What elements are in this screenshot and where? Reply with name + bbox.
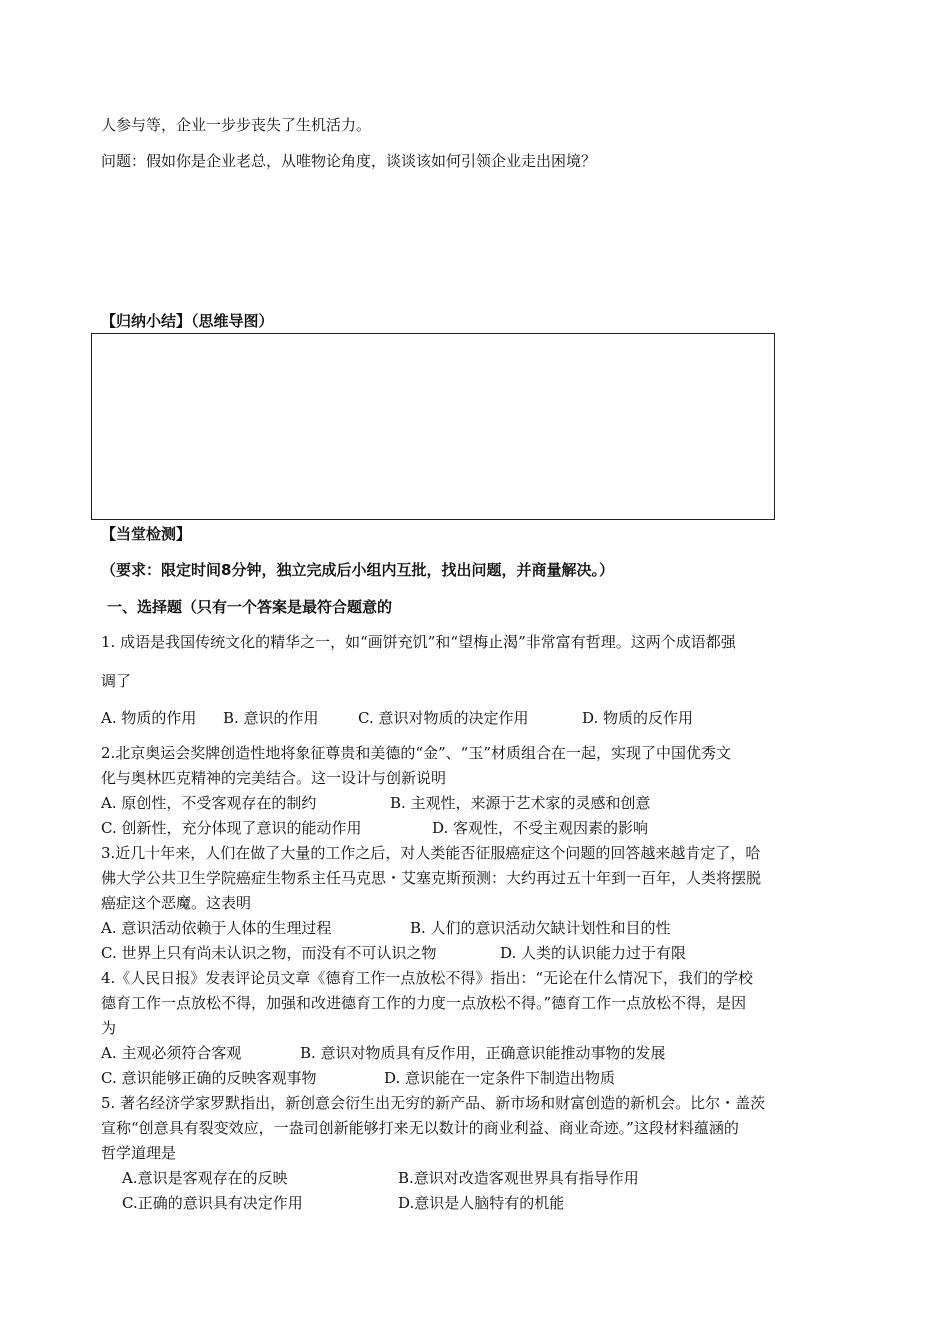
question-2-option-d[interactable]: D. 客观性，不受主观因素的影响 xyxy=(432,819,649,837)
question-3-option-d[interactable]: D. 人类的认识能力过于有限 xyxy=(500,944,687,962)
question-4-option-d[interactable]: D. 意识能在一定条件下制造出物质 xyxy=(384,1069,616,1087)
question-2-option-a[interactable]: A. 原创性，不受客观存在的制约 xyxy=(101,794,317,812)
question-3-line-1: 3.近几十年来，人们在做了大量的工作之后，对人类能否征服癌症这个问题的回答越来越肯定了，哈 xyxy=(101,844,761,862)
question-2-option-b[interactable]: B. 主观性，来源于艺术家的灵感和创意 xyxy=(390,794,651,812)
question-2-line-2: 化与奥林匹克精神的完美结合。这一设计与创新说明 xyxy=(101,769,447,787)
question-4-line-2: 德育工作一点放松不得，加强和改进德育工作的力度一点放松不得。”德育工作一点放松不得，是因 xyxy=(101,994,747,1012)
question-3-line-2: 佛大学公共卫生学院癌症生物系主任马克思・艾塞克斯预测：大约再过五十年到一百年，人类将摆脱 xyxy=(101,869,762,887)
question-4-line-3: 为 xyxy=(101,1019,117,1037)
question-5-line-1: 5. 著名经济学家罗默指出，新创意会衍生出无穷的新产品、新市场和财富创造的新机会。比尔・盖茨 xyxy=(101,1094,766,1112)
question-3-option-b[interactable]: B. 人们的意识活动欠缺计划性和目的性 xyxy=(410,919,671,937)
question-1-line-1: 1. 成语是我国传统文化的精华之一，如“画饼充饥”和“望梅止渴”非常富有哲理。这两个成语都强 xyxy=(101,633,736,651)
test-requirement: （要求：限定时间8分钟，独立完成后小组内互批，找出问题，并商量解决。） xyxy=(101,561,614,579)
question-5-option-a[interactable]: A.意识是客观存在的反映 xyxy=(122,1169,288,1187)
section-title: 一、选择题（只有一个答案是最符合题意的 xyxy=(107,598,393,616)
question-1-line-2: 调了 xyxy=(101,672,132,690)
question-1-option-c[interactable]: C. 意识对物质的决定作用 xyxy=(358,709,529,727)
question-5-option-c[interactable]: C.正确的意识具有决定作用 xyxy=(122,1194,303,1212)
question-3-line-3: 癌症这个恶魔。这表明 xyxy=(101,894,252,912)
question-3-option-a[interactable]: A. 意识活动依赖于人体的生理过程 xyxy=(101,919,332,937)
question-4-option-b[interactable]: B. 意识对物质具有反作用，正确意识能推动事物的发展 xyxy=(300,1044,666,1062)
intro-question: 问题：假如你是企业老总，从唯物论角度，谈谈该如何引领企业走出困境？ xyxy=(101,152,597,170)
question-1-option-a[interactable]: A. 物质的作用 xyxy=(101,709,197,727)
intro-text: 人参与等，企业一步步丧失了生机活力。 xyxy=(101,116,372,134)
question-5-line-2: 宣称“创意具有裂变效应，一盎司创新能够打来无以数计的商业利益、商业奇迹。”这段材料蕴涵的 xyxy=(101,1119,739,1137)
question-3-option-c[interactable]: C. 世界上只有尚未认识之物，而没有不可认识之物 xyxy=(101,944,437,962)
test-heading: 【当堂检测】 xyxy=(101,525,192,543)
question-1-option-d[interactable]: D. 物质的反作用 xyxy=(582,709,694,727)
question-5-option-b[interactable]: B.意识对改造客观世界具有指导作用 xyxy=(398,1169,639,1187)
question-5-line-3: 哲学道理是 xyxy=(101,1144,177,1162)
question-4-line-1: 4.《人民日报》发表评论员文章《德育工作一点放松不得》指出：“无论在什么情况下，我们的学校 xyxy=(101,969,753,987)
summary-heading: 【归纳小结】（思维导图） xyxy=(101,312,274,330)
question-5-option-d[interactable]: D.意识是人脑特有的机能 xyxy=(398,1194,565,1212)
question-2-line-1: 2.北京奥运会奖牌创造性地将象征尊贵和美德的“金”、“玉”材质组合在一起，实现了中国优秀文 xyxy=(101,744,731,762)
question-4-option-c[interactable]: C. 意识能够正确的反映客观事物 xyxy=(101,1069,317,1087)
mind-map-box[interactable] xyxy=(91,333,775,520)
question-4-option-a[interactable]: A. 主观必须符合客观 xyxy=(101,1044,242,1062)
question-1-option-b[interactable]: B. 意识的作用 xyxy=(223,709,319,727)
question-2-option-c[interactable]: C. 创新性，充分体现了意识的能动作用 xyxy=(101,819,362,837)
